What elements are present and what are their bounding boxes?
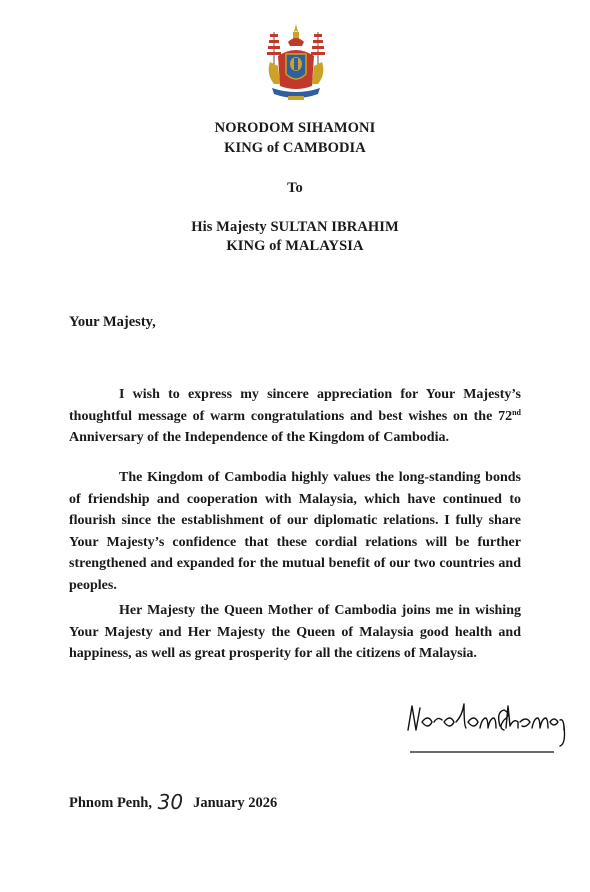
paragraph-1-ordinal-suffix: nd (512, 407, 521, 417)
paragraph-3-text: Her Majesty the Queen Mother of Cambodia joins me in wishing Your Majesty and Her Majesty the Queen of Malaysia good health and happiness, as well as great prosperity for all the citizens of Malaysia. (69, 603, 521, 661)
sender-title: KING of CAMBODIA (224, 140, 366, 156)
sender-name: NORODOM SIHAMONI (214, 120, 376, 136)
paragraph-1-text-b: Anniversary of the Independence of the Kingdom of Cambodia. (69, 430, 449, 445)
paragraph-3 (69, 600, 521, 665)
dateline (69, 788, 277, 812)
salutation: Your Majesty, (69, 314, 156, 330)
paragraph-2-text: The Kingdom of Cambodia highly values the long-standing bonds of friendship and cooperation with Malaysia, which have continued to flourish since the establishment of our diplomatic relations. I fully share Your Majesty’s confidence that these cordial relations will be further strengthened and expanded for the mutual benefit of our two countries and peoples. (69, 470, 521, 593)
royal-coat-of-arms-emblem (262, 22, 330, 104)
paragraph-1 (69, 384, 521, 449)
handwritten-signature (404, 700, 570, 760)
recipient-title: KING of MALAYSIA (226, 238, 364, 254)
paragraph-2 (69, 467, 521, 596)
recipient-name: His Majesty SULTAN IBRAHIM (191, 219, 399, 235)
to-label: To (287, 180, 303, 196)
dateline-day-handwritten: 30 (157, 790, 184, 814)
dateline-month-year: January 2026 (193, 795, 278, 811)
dateline-place: Phnom Penh, (69, 795, 152, 811)
paragraph-1-text-a: I wish to express my sincere appreciation for Your Majesty’s thoughtful message of warm congratulations and best wishes on the 72 (69, 387, 521, 424)
